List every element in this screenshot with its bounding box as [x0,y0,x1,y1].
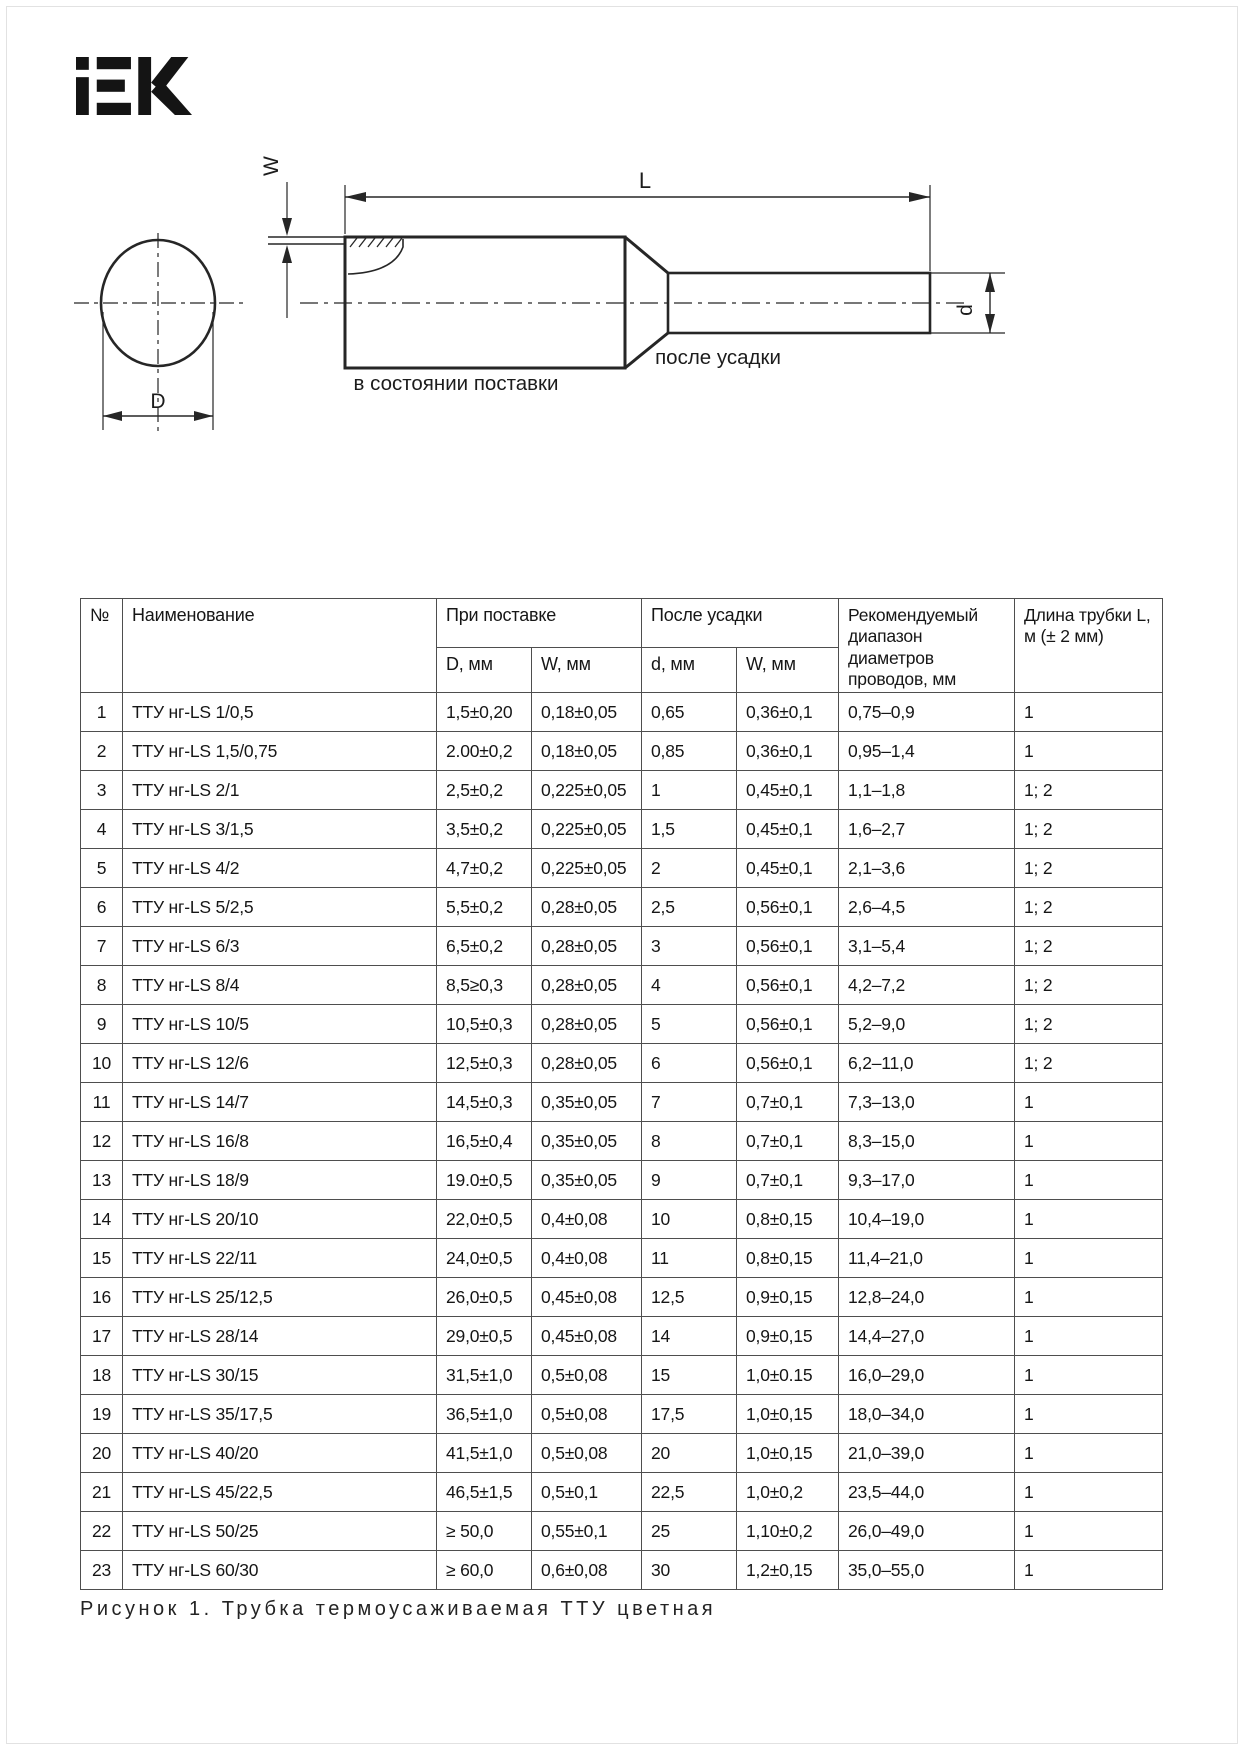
cell-D-delivery: 24,0±0,5 [437,1239,532,1278]
dim-d-arrow-up [985,273,995,292]
cell-length: 1; 2 [1015,849,1163,888]
cell-D-delivery: 36,5±1,0 [437,1395,532,1434]
cell-W-delivery: 0,45±0,08 [532,1278,642,1317]
cell-W-shrink: 0,56±0,1 [737,966,839,1005]
cell-W-shrink: 0,45±0,1 [737,771,839,810]
table-row [81,1122,1163,1161]
cell-d-shrink: 3 [642,927,737,966]
cell-length: 1 [1015,1434,1163,1473]
cell-product-name: ТТУ нг-LS 10/5 [123,1005,437,1044]
wall-hatch [348,238,403,274]
cell-d-shrink: 4 [642,966,737,1005]
cell-D-delivery: 29,0±0,5 [437,1317,532,1356]
cell-length: 1; 2 [1015,810,1163,849]
cell-row-number: 3 [81,771,123,810]
table-row [81,966,1163,1005]
cell-W-delivery: 0,5±0,08 [532,1356,642,1395]
logo-i-bar [76,77,89,115]
cell-d-shrink: 17,5 [642,1395,737,1434]
cell-length: 1; 2 [1015,771,1163,810]
cell-D-delivery: 4,7±0,2 [437,849,532,888]
table-row [81,927,1163,966]
figure-caption: Рисунок 1. Трубка термоусаживаемая ТТУ цветная [80,1598,717,1620]
table-row [81,888,1163,927]
technical-drawing [0,140,1244,475]
cell-W-delivery: 0,28±0,05 [532,966,642,1005]
cell-product-name: ТТУ нг-LS 14/7 [123,1083,437,1122]
cell-d-shrink: 11 [642,1239,737,1278]
dim-D-arrow-right [194,411,213,421]
cell-D-delivery: 2.00±0,2 [437,732,532,771]
cell-product-name: ТТУ нг-LS 22/11 [123,1239,437,1278]
cell-W-delivery: 0,28±0,05 [532,1044,642,1083]
dim-D-label: D [150,390,166,413]
table-row [81,1278,1163,1317]
cell-W-delivery: 0,28±0,05 [532,888,642,927]
cell-product-name: ТТУ нг-LS 20/10 [123,1200,437,1239]
col-header-name: Наименование [123,599,437,693]
cell-W-delivery: 0,28±0,05 [532,927,642,966]
dim-W-arrow-down [282,218,292,236]
cell-row-number: 6 [81,888,123,927]
cell-length: 1 [1015,1083,1163,1122]
cell-wire-range: 2,6–4,5 [839,888,1015,927]
cell-wire-range: 26,0–49,0 [839,1512,1015,1551]
col-header-d-shrink: d, мм [642,648,737,693]
cell-product-name: ТТУ нг-LS 5/2,5 [123,888,437,927]
cell-D-delivery: ≥ 50,0 [437,1512,532,1551]
cell-wire-range: 0,95–1,4 [839,732,1015,771]
cell-d-shrink: 9 [642,1161,737,1200]
cell-d-shrink: 8 [642,1122,737,1161]
spec-table [80,598,1163,1590]
cell-D-delivery: 2,5±0,2 [437,771,532,810]
cell-length: 1 [1015,1473,1163,1512]
cell-row-number: 15 [81,1239,123,1278]
cell-row-number: 11 [81,1083,123,1122]
cell-D-delivery: 16,5±0,4 [437,1122,532,1161]
neck-top [625,237,668,273]
cell-W-delivery: 0,35±0,05 [532,1161,642,1200]
col-header-D-delivery: D, мм [437,648,532,693]
table-row [81,1512,1163,1551]
cell-W-shrink: 0,56±0,1 [737,1005,839,1044]
cell-W-shrink: 0,7±0,1 [737,1083,839,1122]
cell-length: 1 [1015,732,1163,771]
cell-d-shrink: 7 [642,1083,737,1122]
cell-D-delivery: 31,5±1,0 [437,1356,532,1395]
cell-D-delivery: 8,5≥0,3 [437,966,532,1005]
cell-W-delivery: 0,6±0,08 [532,1551,642,1590]
cell-product-name: ТТУ нг-LS 45/22,5 [123,1473,437,1512]
cell-wire-range: 16,0–29,0 [839,1356,1015,1395]
cell-wire-range: 8,3–15,0 [839,1122,1015,1161]
cell-wire-range: 9,3–17,0 [839,1161,1015,1200]
cell-wire-range: 3,1–5,4 [839,927,1015,966]
cell-W-shrink: 1,10±0,2 [737,1512,839,1551]
cell-W-shrink: 0,56±0,1 [737,888,839,927]
cell-length: 1 [1015,1512,1163,1551]
cell-length: 1; 2 [1015,966,1163,1005]
cell-row-number: 16 [81,1278,123,1317]
cell-D-delivery: 3,5±0,2 [437,810,532,849]
cell-wire-range: 0,75–0,9 [839,693,1015,732]
cell-W-delivery: 0,45±0,08 [532,1317,642,1356]
table-row [81,1551,1163,1590]
cell-product-name: ТТУ нг-LS 4/2 [123,849,437,888]
logo-e-mid [97,80,125,92]
cell-W-shrink: 0,56±0,1 [737,1044,839,1083]
cell-product-name: ТТУ нг-LS 28/14 [123,1317,437,1356]
cell-D-delivery: 26,0±0,5 [437,1278,532,1317]
cell-length: 1 [1015,1122,1163,1161]
cell-length: 1; 2 [1015,1044,1163,1083]
table-row [81,693,1163,732]
cell-W-shrink: 0,9±0,15 [737,1278,839,1317]
cell-W-delivery: 0,225±0,05 [532,810,642,849]
table-row [81,1356,1163,1395]
cell-W-delivery: 0,4±0,08 [532,1200,642,1239]
cell-length: 1; 2 [1015,1005,1163,1044]
cell-W-delivery: 0,225±0,05 [532,849,642,888]
cell-wire-range: 21,0–39,0 [839,1434,1015,1473]
cell-row-number: 21 [81,1473,123,1512]
logo-i-dot [76,57,89,70]
cell-W-delivery: 0,35±0,05 [532,1083,642,1122]
cell-row-number: 14 [81,1200,123,1239]
cell-product-name: ТТУ нг-LS 50/25 [123,1512,437,1551]
cell-W-delivery: 0,5±0,08 [532,1395,642,1434]
table-row [81,1005,1163,1044]
cell-d-shrink: 1,5 [642,810,737,849]
dim-d-label: d [954,304,977,316]
cell-W-shrink: 0,36±0,1 [737,693,839,732]
cell-D-delivery: 22,0±0,5 [437,1200,532,1239]
table-row [81,771,1163,810]
cell-length: 1 [1015,1551,1163,1590]
logo-k-lower [151,80,192,115]
cell-row-number: 9 [81,1005,123,1044]
cell-length: 1; 2 [1015,927,1163,966]
cell-product-name: ТТУ нг-LS 18/9 [123,1161,437,1200]
col-group-shrink: После усадки [642,599,839,648]
table-row [81,810,1163,849]
cell-W-shrink: 0,36±0,1 [737,732,839,771]
dim-L-label: L [638,168,652,193]
cell-wire-range: 5,2–9,0 [839,1005,1015,1044]
dim-W-label: W [260,156,283,176]
cell-row-number: 19 [81,1395,123,1434]
cell-D-delivery: 10,5±0,3 [437,1005,532,1044]
cell-W-shrink: 1,0±0,15 [737,1395,839,1434]
cell-length: 1 [1015,1239,1163,1278]
cell-W-delivery: 0,225±0,05 [532,771,642,810]
cell-d-shrink: 22,5 [642,1473,737,1512]
cell-product-name: ТТУ нг-LS 8/4 [123,966,437,1005]
cell-W-shrink: 0,56±0,1 [737,927,839,966]
table-row [81,1473,1163,1512]
cell-length: 1 [1015,1161,1163,1200]
cell-wire-range: 10,4–19,0 [839,1200,1015,1239]
cell-row-number: 12 [81,1122,123,1161]
cell-d-shrink: 10 [642,1200,737,1239]
cell-d-shrink: 30 [642,1551,737,1590]
cell-D-delivery: 1,5±0,20 [437,693,532,732]
cell-d-shrink: 14 [642,1317,737,1356]
cell-d-shrink: 12,5 [642,1278,737,1317]
logo-e-top [97,57,131,69]
cell-product-name: ТТУ нг-LS 1,5/0,75 [123,732,437,771]
cell-W-shrink: 0,45±0,1 [737,849,839,888]
cell-product-name: ТТУ нг-LS 40/20 [123,1434,437,1473]
label-delivered-state: в состоянии поставки [353,372,559,395]
dim-D-arrow-left [103,411,122,421]
cell-d-shrink: 2,5 [642,888,737,927]
cell-row-number: 5 [81,849,123,888]
cell-product-name: ТТУ нг-LS 30/15 [123,1356,437,1395]
cell-W-shrink: 1,0±0,2 [737,1473,839,1512]
cell-W-shrink: 0,45±0,1 [737,810,839,849]
cell-length: 1 [1015,1278,1163,1317]
cell-wire-range: 2,1–3,6 [839,849,1015,888]
cell-length: 1 [1015,1395,1163,1434]
spec-table-body [81,693,1163,1590]
cell-wire-range: 4,2–7,2 [839,966,1015,1005]
cell-row-number: 23 [81,1551,123,1590]
cell-W-shrink: 0,8±0,15 [737,1239,839,1278]
cell-row-number: 2 [81,732,123,771]
cell-product-name: ТТУ нг-LS 60/30 [123,1551,437,1590]
cell-W-shrink: 0,7±0,1 [737,1161,839,1200]
cell-W-delivery: 0,18±0,05 [532,693,642,732]
cell-D-delivery: 41,5±1,0 [437,1434,532,1473]
cell-wire-range: 7,3–13,0 [839,1083,1015,1122]
table-row [81,849,1163,888]
cell-W-shrink: 1,0±0.15 [737,1356,839,1395]
cell-row-number: 4 [81,810,123,849]
cell-W-delivery: 0,18±0,05 [532,732,642,771]
cell-W-delivery: 0,35±0,05 [532,1122,642,1161]
cell-W-delivery: 0,5±0,1 [532,1473,642,1512]
cell-W-shrink: 1,0±0,15 [737,1434,839,1473]
cell-D-delivery: 12,5±0,3 [437,1044,532,1083]
cell-D-delivery: 46,5±1,5 [437,1473,532,1512]
label-after-shrink: после усадки [655,346,781,369]
cell-product-name: ТТУ нг-LS 3/1,5 [123,810,437,849]
cell-row-number: 8 [81,966,123,1005]
dim-d-arrow-down [985,314,995,333]
table-row [81,1395,1163,1434]
cell-length: 1 [1015,693,1163,732]
cell-wire-range: 6,2–11,0 [839,1044,1015,1083]
col-group-delivery: При поставке [437,599,642,648]
cell-W-shrink: 0,9±0,15 [737,1317,839,1356]
cell-wire-range: 1,6–2,7 [839,810,1015,849]
cell-length: 1 [1015,1317,1163,1356]
cell-row-number: 10 [81,1044,123,1083]
cell-wire-range: 11,4–21,0 [839,1239,1015,1278]
cell-W-shrink: 1,2±0,15 [737,1551,839,1590]
col-header-W-shrink: W, мм [737,648,839,693]
cell-row-number: 20 [81,1434,123,1473]
cell-D-delivery: 14,5±0,3 [437,1083,532,1122]
table-row [81,1161,1163,1200]
cell-product-name: ТТУ нг-LS 25/12,5 [123,1278,437,1317]
cell-W-delivery: 0,4±0,08 [532,1239,642,1278]
table-row [81,732,1163,771]
cell-row-number: 18 [81,1356,123,1395]
cell-d-shrink: 2 [642,849,737,888]
table-row [81,1317,1163,1356]
cell-length: 1 [1015,1356,1163,1395]
cell-W-shrink: 0,7±0,1 [737,1122,839,1161]
cell-d-shrink: 5 [642,1005,737,1044]
cell-wire-range: 14,4–27,0 [839,1317,1015,1356]
cell-W-delivery: 0,5±0,08 [532,1434,642,1473]
table-row [81,1200,1163,1239]
cell-row-number: 22 [81,1512,123,1551]
logo-e-bottom [97,103,131,115]
col-header-W-delivery: W, мм [532,648,642,693]
cell-D-delivery: 5,5±0,2 [437,888,532,927]
cell-row-number: 13 [81,1161,123,1200]
cell-wire-range: 18,0–34,0 [839,1395,1015,1434]
cell-D-delivery: 6,5±0,2 [437,927,532,966]
cell-W-delivery: 0,55±0,1 [532,1512,642,1551]
col-header-num: № [81,599,123,693]
table-row [81,1239,1163,1278]
cell-D-delivery: ≥ 60,0 [437,1551,532,1590]
cell-d-shrink: 25 [642,1512,737,1551]
cell-W-shrink: 0,8±0,15 [737,1200,839,1239]
cell-row-number: 17 [81,1317,123,1356]
cell-W-delivery: 0,28±0,05 [532,1005,642,1044]
cell-product-name: ТТУ нг-LS 2/1 [123,771,437,810]
cell-row-number: 1 [81,693,123,732]
table-row [81,1044,1163,1083]
cell-wire-range: 1,1–1,8 [839,771,1015,810]
cell-product-name: ТТУ нг-LS 16/8 [123,1122,437,1161]
table-row [81,1083,1163,1122]
dim-L-arrow-left [345,192,366,202]
logo-k-stem [138,57,151,115]
cell-d-shrink: 1 [642,771,737,810]
cell-d-shrink: 6 [642,1044,737,1083]
cell-product-name: ТТУ нг-LS 35/17,5 [123,1395,437,1434]
cell-D-delivery: 19.0±0,5 [437,1161,532,1200]
cell-product-name: ТТУ нг-LS 12/6 [123,1044,437,1083]
col-header-length: Длина трубки L, м (± 2 мм) [1015,599,1163,693]
cell-d-shrink: 15 [642,1356,737,1395]
cell-wire-range: 23,5–44,0 [839,1473,1015,1512]
cell-product-name: ТТУ нг-LS 1/0,5 [123,693,437,732]
cell-row-number: 7 [81,927,123,966]
cell-wire-range: 35,0–55,0 [839,1551,1015,1590]
cell-length: 1 [1015,1200,1163,1239]
iek-logo [76,54,192,118]
dim-L-arrow-right [909,192,930,202]
cell-length: 1; 2 [1015,888,1163,927]
cell-d-shrink: 20 [642,1434,737,1473]
cell-d-shrink: 0,85 [642,732,737,771]
cell-product-name: ТТУ нг-LS 6/3 [123,927,437,966]
cell-wire-range: 12,8–24,0 [839,1278,1015,1317]
cell-d-shrink: 0,65 [642,693,737,732]
dim-W-arrow-up [282,245,292,263]
table-row [81,1434,1163,1473]
col-header-range: Рекомендуемый диапазон диаметров проводов, мм [839,599,1015,693]
